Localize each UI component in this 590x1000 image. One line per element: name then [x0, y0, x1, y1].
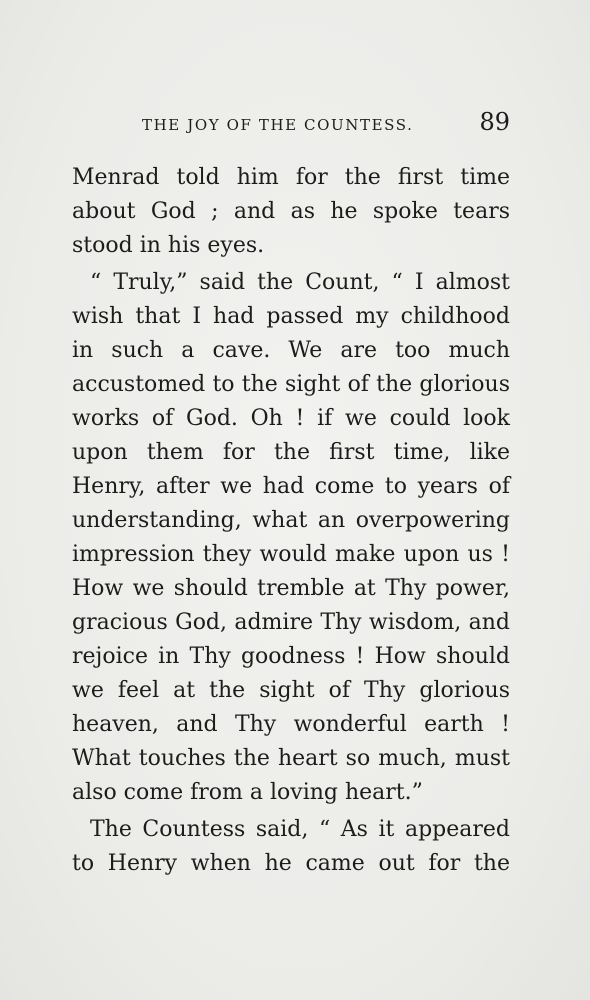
text-line: How we should tremble at Thy power,: [72, 576, 510, 601]
text-line: also come from a loving heart.”: [72, 780, 423, 805]
text-line: we feel at the sight of Thy glorious: [72, 678, 510, 703]
text-line: heaven, and Thy wonderful earth !: [72, 712, 510, 737]
text-line: gracious God, admire Thy wisdom, and: [72, 610, 510, 635]
text-line: “ Truly,” said the Count, “ I almost: [90, 270, 510, 295]
running-header: [72, 106, 512, 142]
text-line: Henry, after we had come to years of: [72, 474, 510, 499]
body-text: [72, 161, 510, 881]
text-line: Menrad told him for the first time: [72, 165, 510, 190]
page-number: 89: [479, 108, 510, 136]
text-line: The Countess said, “ As it appeared: [90, 817, 510, 842]
running-title: THE JOY OF THE COUNTESS.: [142, 116, 414, 134]
text-line: about God ; and as he spoke tears: [72, 199, 510, 224]
text-line: accustomed to the sight of the glorious: [72, 372, 510, 397]
text-line: wish that I had passed my childhood: [72, 304, 510, 329]
text-line: understanding, what an overpowering: [72, 508, 510, 533]
text-line: impression they would make upon us !: [72, 542, 510, 567]
text-line: upon them for the first time, like: [72, 440, 510, 465]
text-line: stood in his eyes.: [72, 233, 265, 258]
text-line: in such a cave. We are too much: [72, 338, 510, 363]
text-line: What touches the heart so much, must: [72, 746, 510, 771]
text-line: works of God. Oh ! if we could look: [72, 406, 510, 431]
text-line: to Henry when he came out for the: [72, 851, 510, 876]
text-line: rejoice in Thy goodness ! How should: [72, 644, 510, 669]
